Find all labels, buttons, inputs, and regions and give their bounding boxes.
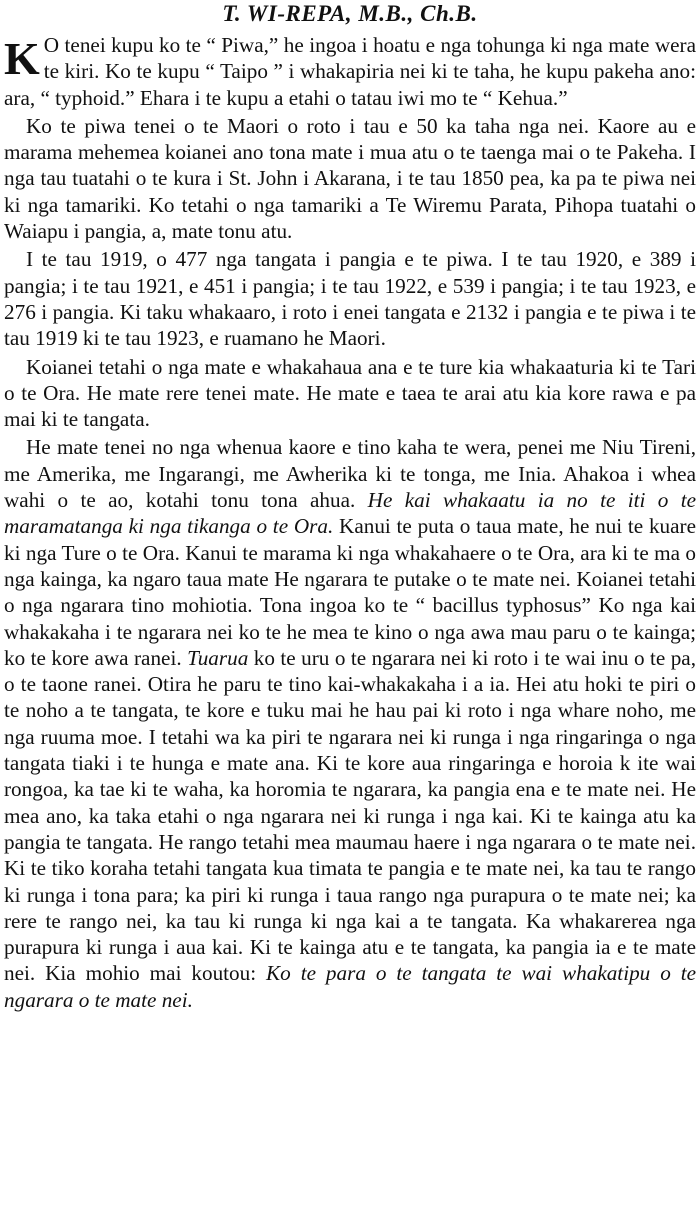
paragraph-5-part-c: Kanui te puta o taua mate, he nui te kuare ki nga Ture o te Ora. Kanui te marama ki nga whakahaere o te Ora, ara ki te ma o nga kainga, ka ngaro taua mate He ngarara te putake o te mate nei. Koianei tetahi o nga ngarara tino mohiotia. Tona ingoa ko te “ bacillus typhosus” Ko nga kai whakakaha i te ngarara nei ko te he mea te kino o nga awa mau paru o te kainga; ko te kore awa ranei. [4, 514, 696, 670]
paragraph-5-part-e: ko te uru o te ngarara nei ki roto i te wai inu o te pa, o te taone ranei. Otira he paru te tino kai-whakakaha i a ia. Hei atu hoki te piri o te noho a te tangata, te kore e tuku mai he hau pai ki roto i nga whare noho, me nga ruuma moe. I tetahi wa ka piri te ngarara nei ki runga i nga ringaringa o nga tangata tiaki i te hunga e mate ana. Ki te kore aua ringaringa e horoia k ite wai rongoa, ka tae ki te waha, ka horomia te ngarara, ka pangia ena e te mate nei. He mea ano, ka taka etahi o nga ngarara nei ki runga i nga kai. Ki te kainga atu ka pangia te tangata. He rango tetahi mea maumau haere i nga ngarara o te mate nei. Ki te tiko koraha tetahi tangata kua timata te pangia e te mate nei, ka tau te rango ki runga i tona para; ka piri ki runga i taua rango nga purapura o te mate nei; ka rere te rango nei, ka tau ki runga ki nga kai a te tangata. Ka whakarerea nga purapura ki runga i aua kai. Ki te kainga atu e te tangata, ka pangia ia e te mate nei. Kia mohio mai koutou: [4, 645, 697, 986]
paragraph-4: Koianei tetahi o nga mate e whakahaua ana e te ture kia whakaaturia ki te Tari o te Ora. He mate rere tenei mate. He mate e taea te arai atu kia kore rawa e pa mai ki te tangata. [4, 354, 696, 432]
paragraph-1 [4, 32, 696, 111]
paragraph-5-emphasis-2: Tuarua [187, 645, 249, 670]
paragraph-2: Ko te piwa tenei o te Maori o roto i tau e 50 ka taha nga nei. Kaore au e marama mehemea koianei ano tona mate i mua atu o te taenga mai o te Pakeha. I nga tau tuatahi o te kura i St. John i Akarana, i te tau 1850 pea, ka pa te piwa nei ki nga tamariki. Ko tetahi o nga tamariki a Te Wiremu Parata, Pihopa tuatahi o Waiapu i pangia, a, mate tonu atu. [4, 113, 696, 244]
paragraph-5-emphasis-3: Ko te para o te tangata te wai whakatipu o te ngarara o te mate nei. [4, 961, 696, 1012]
paragraph-5-part-a: He mate tenei no nga whenua kaore e tino kaha te wera, penei me Niu Tireni, me Amerika, me Ingarangi, me Awherika ki te tonga, me Inia. Ahakoa i whea wahi o te ao, kotahi tonu tona ahua. [4, 435, 696, 513]
paragraph-5-emphasis-1: He kai whakaatu ia no te iti o te maramatanga ki nga tikanga o te Ora. [4, 488, 696, 539]
paragraph-5 [4, 434, 696, 1013]
page-header: T. WI-REPA, M.B., Ch.B. [222, 1, 478, 26]
paragraph-1-text: O tenei kupu ko te “ Piwa,” he ingoa i hoatu e nga tohunga ki nga mate wera te kiri. Ko te kupu “ Taipo ” i whakapiria nei ki te taha, he kupu pakeha ano: ara, “ typhoid.” Ehara i te kupu a etahi o tatau iwi mo te “ Kehua.” [4, 33, 696, 110]
paragraph-3: I te tau 1919, o 477 nga tangata i pangia e te piwa. I te tau 1920, e 389 i pangia; i te tau 1921, e 451 i pangia; i te tau 1922, e 539 i pangia; i te tau 1923, e 276 i pangia. Ki taku whakaaro, i roto i enei tangata e 2132 i pangia e te piwa i te tau 1919 ki te tau 1923, e ruamano he Maori. [4, 247, 696, 351]
drop-cap: K [4, 33, 40, 84]
